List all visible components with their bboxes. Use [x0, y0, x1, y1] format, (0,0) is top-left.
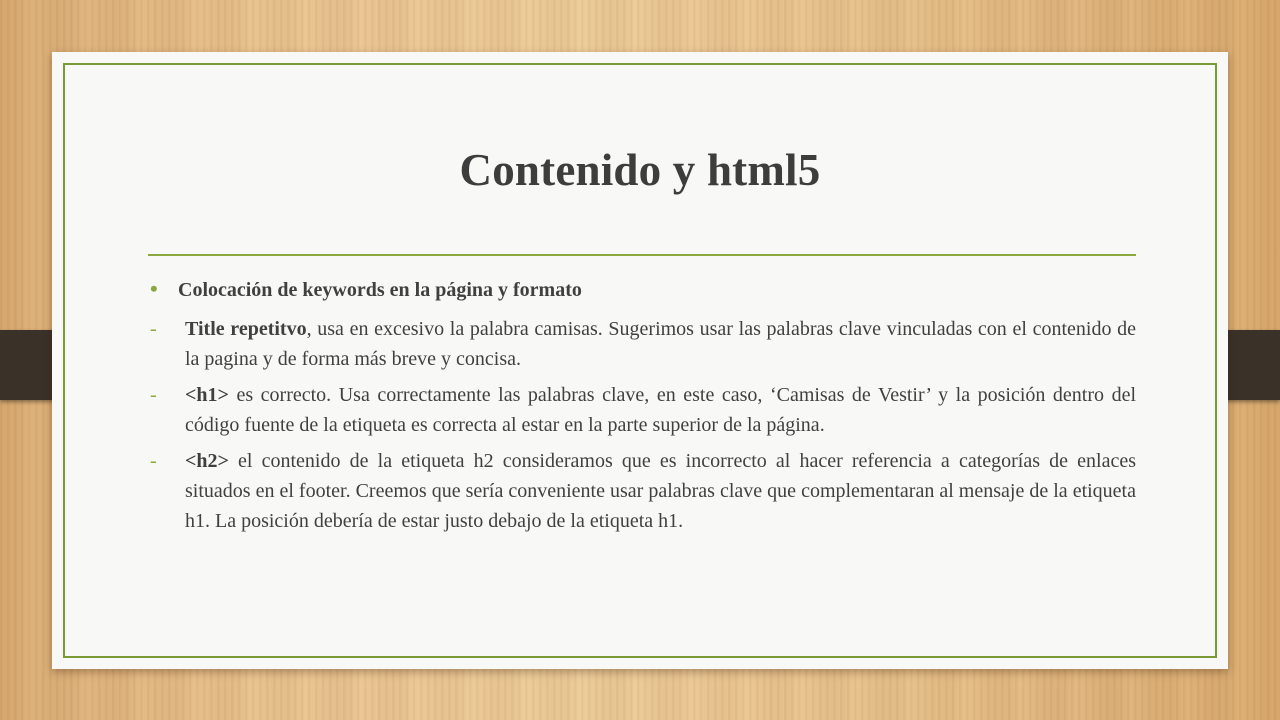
dash-marker: -	[150, 318, 157, 340]
list-item-lead: <h2>	[185, 450, 229, 472]
slide-content	[148, 276, 1136, 542]
bullet-item	[148, 276, 1136, 302]
list-item-body: , usa en excesivo la palabra camisas. Sugerimos usar las palabras clave vinculadas con el contenido de la pagina y de forma más breve y concisa.	[185, 318, 1136, 370]
list-item-text	[185, 446, 1136, 536]
list-item-body: es correcto. Usa correctamente las palabras clave, en este caso, ‘Camisas de Vestir’ y la posición dentro del código fuente de la etiqueta es correcta al estar en la parte superior de la página.	[185, 384, 1136, 436]
dash-marker: -	[150, 384, 157, 406]
list-item-h1	[148, 380, 1136, 440]
title-divider	[148, 254, 1136, 256]
bullet-marker: •	[150, 276, 158, 301]
list-item-text	[185, 380, 1136, 440]
list-item-lead: Title repetitvo	[185, 318, 307, 340]
slide-paper	[52, 52, 1228, 669]
list-item-text	[185, 314, 1136, 374]
list-item-body: el contenido de la etiqueta h2 consideramos que es incorrecto al hacer referencia a categorías de enlaces situados en el footer. Creemos que sería conveniente usar palabras clave que complementaran al mensaje de la etiqueta h1. La posición debería de estar justo debajo de la etiqueta h1.	[185, 450, 1136, 532]
slide-title: Contenido y html5	[459, 145, 821, 195]
dash-marker: -	[150, 450, 157, 472]
list-item-h2	[148, 446, 1136, 536]
bullet-text: Colocación de keywords en la página y formato	[178, 279, 582, 301]
list-item-title	[148, 314, 1136, 374]
list-item-lead: <h1>	[185, 384, 229, 406]
